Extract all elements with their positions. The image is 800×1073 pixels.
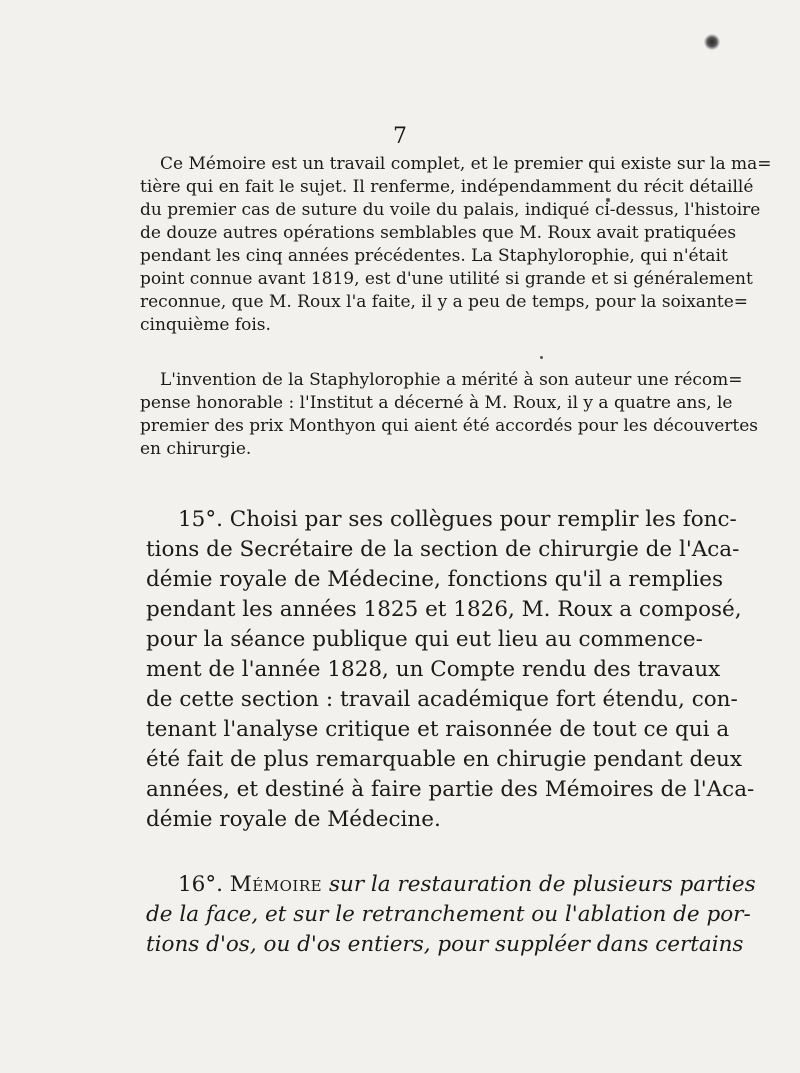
paragraph-16 — [146, 870, 756, 960]
paragraph-15 — [146, 505, 755, 835]
text-line: premier des prix Monthyon qui aient été accordés pour les découvertes — [140, 416, 759, 436]
text-line: de la face, et sur le retranchement ou l'ablation de por- — [146, 902, 751, 927]
text-line: de douze autres opérations semblables que M. Roux avait pratiquées — [140, 223, 737, 243]
text-line: pendant les années 1825 et 1826, M. Roux a composé, — [146, 597, 742, 622]
text-line: de cette section : travail académique fort étendu, con- — [146, 687, 738, 712]
text-line: en chirurgie. — [140, 439, 252, 459]
text-line: pense honorable : l'Institut a décerné à M. Roux, il y a quatre ans, le — [140, 393, 733, 413]
text-line: tions de Secrétaire de la section de chirurgie de l'Aca- — [146, 537, 740, 562]
text-line — [146, 870, 756, 900]
text-line: Ce Mémoire est un travail complet, et le premier qui existe sur la ma= — [160, 154, 772, 174]
text-line: 15°. Choisi par ses collègues pour remplir les fonc- — [178, 507, 737, 532]
text-line: tenant l'analyse critique et raisonnée de tout ce qui a — [146, 717, 730, 742]
ink-blot — [704, 34, 720, 50]
text-line: reconnue, que M. Roux l'a faite, il y a peu de temps, pour la soixante= — [140, 292, 749, 312]
memoire-heading: Mémoire — [229, 872, 323, 897]
page-number: 7 — [393, 124, 407, 149]
text-line: démie royale de Médecine, fonctions qu'il a remplies — [146, 567, 724, 592]
text-line: point connue avant 1819, est d'une utilité si grande et si généralement — [140, 269, 753, 289]
item-number: 16°. — [178, 872, 223, 897]
text-line: démie royale de Médecine. — [146, 807, 441, 832]
ink-speck — [540, 356, 543, 359]
text-line: ment de l'année 1828, un Compte rendu des travaux — [146, 657, 721, 682]
paragraph-memoire — [140, 153, 772, 337]
text-line: cinquième fois. — [140, 315, 271, 335]
text-line: du premier cas de suture du voile du palais, indiqué ci-dessus, l'histoire — [140, 200, 761, 220]
paragraph-invention — [140, 369, 759, 461]
text-line: pour la séance publique qui eut lieu au commence- — [146, 627, 703, 652]
text-line: années, et destiné à faire partie des Mémoires de l'Aca- — [146, 777, 755, 802]
memoire-title-text: sur la restauration de plusieurs parties — [328, 872, 756, 897]
text-line: été fait de plus remarquable en chirugie pendant deux — [146, 747, 743, 772]
text-line: tière qui en fait le sujet. Il renferme, indépendamment du récit détaillé — [140, 177, 754, 197]
text-line: L'invention de la Staphylorophie a mérité à son auteur une récom= — [160, 370, 743, 390]
text-line: tions d'os, ou d'os entiers, pour suppléer dans certains — [146, 932, 744, 957]
text-line: pendant les cinq années précédentes. La Staphylorophie, qui n'était — [140, 246, 728, 266]
